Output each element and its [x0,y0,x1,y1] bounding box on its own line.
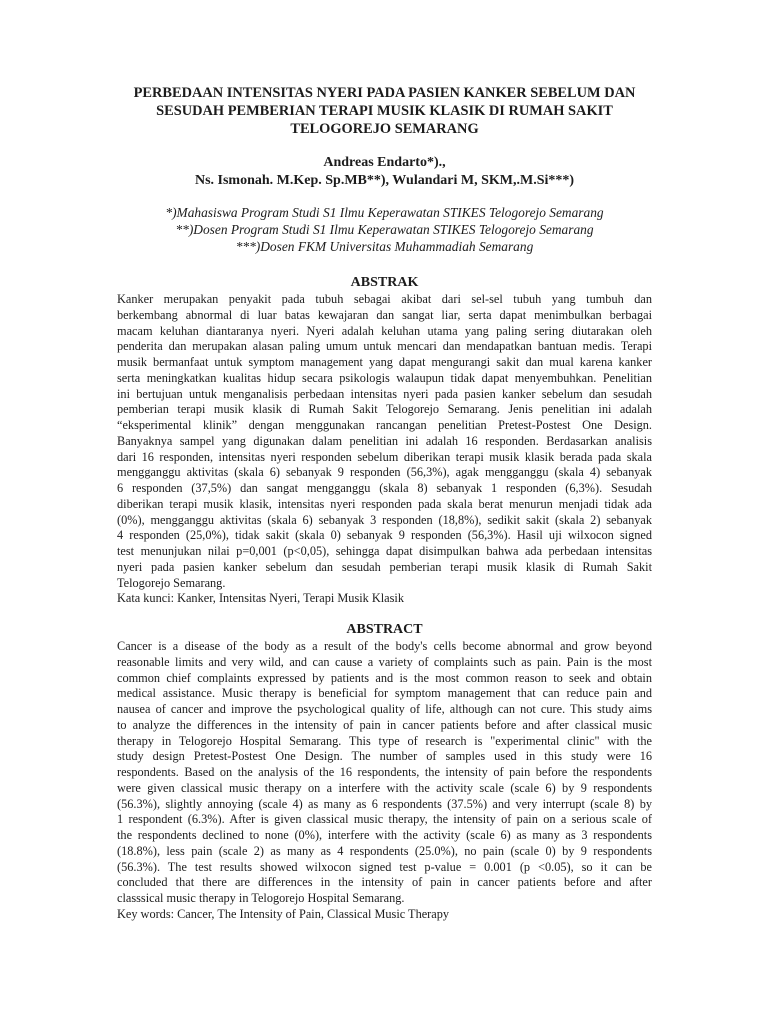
paper-title [117,84,652,138]
abstract-body [117,639,652,907]
abstract-text-line: reasonable limits and very wild, and can cause a variety of complaints such as pain. Pain is the most [117,654,652,669]
affiliation-line-3: ***)Dosen FKM Universitas Muhammadiah Semarang [235,239,534,254]
abstract-heading: ABSTRACT [346,622,423,637]
title-line-3: TELOGOREJO SEMARANG [290,121,479,137]
abstract-text-line: Cancer is a disease of the body as a result of the body's cells become abnormal and grow beyond [117,639,652,653]
abstrak-text-line: test menunjukan nilai p=0,001 (p<0,05), sehingga dapat disimpulkan bahwa ada perbedaan intensitas [117,544,652,558]
abstract-text-line: nausea of cancer and improve the psychological quality of life, although can not cure. This study aims [117,702,652,716]
abstract-text-line: (56.3%), slightly annoying (scale 4) as many as 6 respondents (37.5%) and very interrupt (scale 8) by [117,796,652,811]
abstrak-text-line: dari 16 responden, intensitas nyeri responden sebelum diberikan terapi musik klasik berada pada skala [117,449,652,464]
abstrak-text-line: ini bertujuan untuk menganalisis perbedaan intensitas nyeri pada pasien kanker sebelum dan sesudah [117,386,652,401]
abstract-text-line: 1 respondent (6.3%). After is given classical music therapy, the intensity of pain on a serious scale of [117,812,652,827]
author-line-1: Andreas Endarto*)., [323,155,446,170]
abstract-text-line: medical assistance. Music therapy is beneficial for symptom management that can reduce pain and [117,686,652,701]
abstrak-text-line: diberikan terapi musik klasik, intensitas nyeri responden pada skala berat menurun menjadi tidak ada [117,496,652,511]
abstract-text-line: therapy in Telogorejo Hospital Semarang. This type of research is "experimental clinic" with the [117,733,652,748]
abstract-text-line: concluded that there are differences in the intensity of pain in cancer patients before and after [117,875,652,890]
abstract-text-line: to analyze the differences in the intensity of pain in cancer patients before and after classical music [117,717,652,732]
abstrak-text-line: musik bermanfaat untuk symptom management yang dapat mengurangi sakit dan mual karena kanker [117,355,652,369]
abstrak-text-line: macam keluhan diantaranya nyeri. Nyeri adalah keluhan utama yang paling sering diutarakan oleh [117,323,652,338]
abstract-text-line: study design Pretest-Postest One Design. The number of samples used in this study were 16 [117,749,652,764]
abstrak-text-line: serta meningkatkan kualitas hidup secara psikologis walaupun tidak dapat menyembuhkan. Penelitian [117,370,652,385]
abstract-keywords: Key words: Cancer, The Intensity of Pain, Classical Music Therapy [117,906,450,921]
author-list [117,154,652,190]
abstract-text-line: classsical music therapy in Telogorejo Hospital Semarang. [117,891,405,905]
affiliation-line-1: *)Mahasiswa Program Studi S1 Ilmu Keperawatan STIKES Telogorejo Semarang [165,205,604,220]
abstrak-text-line: (0%), mengganggu aktivitas (skala 6) sebanyak 3 responden (18,8%), sedikit sakit (skala 2) sebanyak [117,512,652,527]
abstract-text-line: the respondents declined to none (0%), interfere with the activity (scale 6) as many as 3 respondents [117,828,652,842]
abstrak-text-line: nyeri pada pasien kanker sebelum dan sesudah pemberian terapi musik klasik di Rumah Sakit [117,559,652,574]
abstrak-text-line: mengganggu aktivitas (skala 6) sebanyak 9 responden (56,3%), agak mengganggu (skala 4) sebanyak [117,465,652,480]
abstract-text-line: (18.8%), less pain (scale 2) as many as 4 respondents (25.0%), no pain (scale 0) by 9 respondents [117,843,652,858]
abstract-text-line: common chief complaints expressed by patients and is the most common reason to seek and obtain [117,670,652,685]
abstrak-text-line: Banyaknya sampel yang digunakan dalam penelitian ini adalah 16 responden. Berdasarkan analisis [117,433,652,448]
abstrak-text-line: “eksperimental klinik” dengan menggunakan rancangan penelitian Pretest-Postest One Design. [117,418,652,432]
abstrak-keywords: Kata kunci: Kanker, Intensitas Nyeri, Terapi Musik Klasik [117,591,404,606]
abstract-text-line: respondents. Based on the analysis of the 16 respondents, the intensity of pain before the respondents [117,765,652,779]
title-line-2: SESUDAH PEMBERIAN TERAPI MUSIK KLASIK DI RUMAH SAKIT [156,103,613,119]
abstrak-text-line: pemberian terapi musik klasik di Rumah Sakit Telogorejo Semarang. Jenis penelitian ini adalah [117,402,652,417]
abstrak-text-line: 6 responden (37,5%) dan sangat mengganggu (skala 8) sebanyak 1 responden (6,3%). Sesudah [117,481,652,495]
abstrak-body [117,292,652,591]
author-line-2: Ns. Ismonah. M.Kep. Sp.MB**), Wulandari M, SKM,.M.Si***) [194,173,575,188]
abstrak-heading: ABSTRAK [350,275,419,290]
affiliation-list [117,204,652,255]
abstrak-text-line: Kanker merupakan penyakit pada tubuh sebagai akibat dari sel-sel tubuh yang tumbuh dan [117,292,652,306]
abstrak-text-line: 4 responden (25,0%), tidak sakit (skala 0) sebanyak 9 responden (56,3%). Hasil uji wilxocon signed [117,528,652,543]
abstract-text-line: were given classical music therapy on a interfere with the activity scale (scale 6) by 9 respondents [117,780,652,795]
title-line-1: PERBEDAAN INTENSITAS NYERI PADA PASIEN KANKER SEBELUM DAN [133,85,636,101]
abstract-text-line: (56.3%). The test results showed wilxocon signed test p-value = 0.001 (p <0.05), so it can be [117,859,652,874]
abstrak-text-line: berkembang abnormal di luar batas kewajaran dan sangat liar, serta dapat menimbulkan berbagai [117,307,652,322]
affiliation-line-2: **)Dosen Program Studi S1 Ilmu Keperawatan STIKES Telogorejo Semarang [175,222,594,237]
abstrak-text-line: penderita dan merupakan alasan paling umum untuk mencari dan mendapatkan bantuan medis. Terapi [117,339,652,354]
abstrak-text-line: Telogorejo Semarang. [117,575,226,590]
